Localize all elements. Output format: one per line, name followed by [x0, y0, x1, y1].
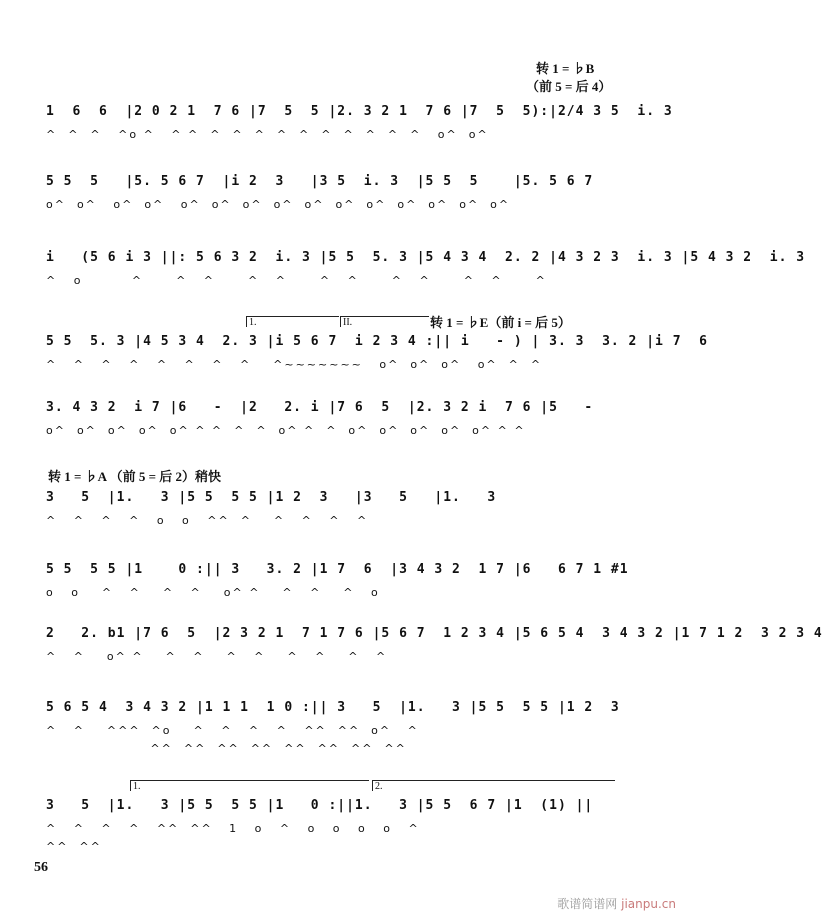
articulation-marks: o^ o^ o^ o^ o^ ^ ^ ^ ^ o^ ^ ^ o^ o^ o^ o^ o^ ^ ^	[46, 424, 526, 437]
articulation-marks: ^ ^ ^ ^ ^ ^ ^ ^ ^~~~~~~~ o^ o^ o^ o^ ^ ^	[46, 358, 543, 371]
notes: 5 5 5 |5. 5 6 7 |i 2 3 |3 5 i. 3 |5 5 5 |5. 5 6 7	[46, 174, 594, 189]
watermark	[557, 895, 676, 912]
volta-bracket-1a: 1.	[246, 316, 339, 327]
articulation-marks: ^ ^ o^ ^ ^ ^ ^ ^ ^ ^ ^ ^	[46, 650, 388, 663]
articulation-marks: ^ ^ ^ ^ o o ^^ ^ ^ ^ ^ ^	[46, 514, 369, 527]
notes: 3 5 |1. 3 |5 5 5 5 |1 2 3 |3 5 |1. 3	[46, 490, 497, 505]
key-change-1-note: （前 5 = 后 4）	[526, 79, 612, 94]
page-number: 56	[34, 860, 48, 875]
articulation-marks: o^ o^ o^ o^ o^ o^ o^ o^ o^ o^ o^ o^ o^ o^ o^	[46, 198, 511, 211]
articulation-marks: ^ ^ ^^^ ^o ^ ^ ^ ^ ^^ ^^ o^ ^	[46, 724, 419, 737]
articulation-marks: ^ ^ ^ ^ ^^ ^^ 1 o ^ o o o o ^	[46, 822, 420, 835]
articulation-marks-lower: ^^ ^^	[46, 840, 102, 853]
notes: 5 5 5 5 |1 0 :|| 3 3. 2 |1 7 6 |3 4 3 2 1 7 |6 6 7 1 #1	[46, 562, 629, 577]
articulation-marks: ^ ^ ^ ^o ^ ^ ^ ^ ^ ^ ^ ^ ^ ^ ^ ^ ^ o^ o^	[46, 128, 489, 141]
staff-line-7	[46, 562, 636, 636]
notes: 1 6 6 |2 0 2 1 7 6 |7 5 5 |2. 3 2 1 7 6 |7 5 5):|2/4 3 5 i. 3	[46, 104, 673, 119]
watermark-site: 歌谱简谱网	[557, 897, 618, 911]
staff-line-10	[46, 798, 636, 872]
staff-line-8	[46, 626, 823, 700]
articulation-marks: o o ^ ^ ^ ^ o^ ^ ^ ^ ^ o	[46, 586, 380, 599]
volta-bracket-2a: II.	[340, 316, 429, 327]
notes: 5 5 5. 3 |4 5 3 4 2. 3 |i 5 6 7 i 2 3 4 :|| i - ) | 3. 3 3. 2 |i 7 6	[46, 334, 708, 349]
notes: 5 6 5 4 3 4 3 2 |1 1 1 1 0 :|| 3 5 |1. 3 |5 5 5 5 |1 2 3	[46, 700, 620, 715]
staff-line-1	[46, 104, 673, 178]
staff-line-4	[46, 334, 708, 408]
volta-bracket-2b: 2.	[372, 780, 615, 791]
notes: 2 2. b1 |7 6 5 |2 3 2 1 7 1 7 6 |5 6 7 1 2 3 4 |5 6 5 4 3 4 3 2 |1 7 1 2 3 2 3 4	[46, 626, 823, 641]
staff-line-9	[46, 700, 636, 774]
notes: i (5 6 i 3 ||: 5 6 3 2 i. 3 |5 5 5. 3 |5 4 3 4 2. 2 |4 3 2 3 i. 3 |5 4 3 2 i. 3	[46, 250, 806, 265]
key-change-1: 转 1 = ♭B	[536, 61, 595, 76]
staff-line-2	[46, 174, 636, 248]
staff-line-6	[46, 490, 636, 564]
articulation-marks: ^ o ^ ^ ^ ^ ^ ^ ^ ^ ^ ^ ^ ^	[46, 274, 547, 287]
articulation-marks-lower: ^^ ^^ ^^ ^^ ^^ ^^ ^^ ^^	[46, 742, 407, 755]
watermark-url: jianpu.cn	[621, 897, 676, 911]
key-change-2: 转 1 = ♭E（前 i = 后 5）	[430, 315, 571, 330]
key-change-3: 转 1 = ♭A （前 5 = 后 2）稍快	[48, 469, 221, 484]
notes: 3 5 |1. 3 |5 5 5 5 |1 0 :||1. 3 |5 5 6 7 |1 (1) ||	[46, 798, 594, 813]
notes: 3. 4 3 2 i 7 |6 - |2 2. i |7 6 5 |2. 3 2 i 7 6 |5 -	[46, 400, 594, 415]
volta-bracket-1b: 1.	[130, 780, 369, 791]
staff-line-5	[46, 400, 636, 474]
